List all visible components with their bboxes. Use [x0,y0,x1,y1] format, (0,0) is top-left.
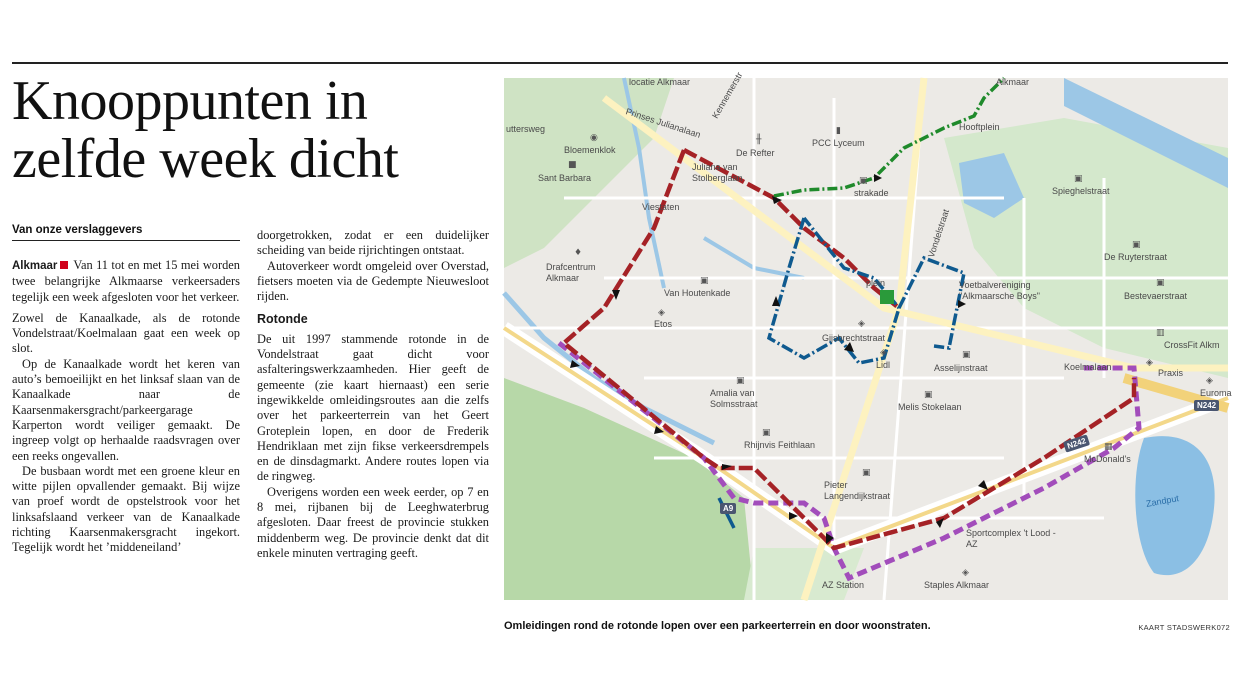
map-label: Vondelstraat [926,208,952,259]
paragraph-2: Zowel de Kanaalkade, als de rotonde Vondelstraat/Koelmalaan gaat een week op slot. [12,310,240,356]
map-label: Hooftplein [959,122,1000,132]
shop-icon: ◈ [858,319,865,329]
article-column-1 [12,258,240,556]
map-label: McDonald's [1084,454,1131,464]
map-label: Viestaten [642,202,680,212]
road-number-badge: A9 [720,503,736,514]
map-label: CrossFit Alkm [1164,340,1220,350]
map-label: Zandput [1145,493,1180,509]
shop-icon: ◈ [1206,376,1213,386]
paragraph-5: doorgetrokken, zodat er een duidelijker scheiding van beide rijrichtingen ontstaat. [257,228,489,258]
school-icon: ▮ [836,126,841,136]
paragraph-4: De busbaan wordt met een groene kleur en witte pijlen opvallender gemaakt. Bij wijze van proef wordt de opstelstrook voor het linksafslaand verkeer van de Kanaalkade richting Kaarsenmakersgracht ingekort. Tegelijk wordt het ’middeneiland’ [12,463,240,555]
headline-line-1: Knooppunten in [12,70,368,132]
bus-stop-icon: ▣ [862,468,871,478]
map-label: Koelmalaan [1064,362,1112,372]
article-headline [12,72,492,188]
map-label: Lidl [876,360,891,370]
paragraph-1-text: Van 11 tot en met 15 mei worden twee belangrijke Alkmaarse verkeersaders tegelijk een week afgesloten voor het verkeer. [12,258,240,304]
road-number-badge: N242 [1063,434,1090,452]
dateline: Alkmaar [12,260,58,272]
paragraph-6: Autoverkeer wordt omgeleid over Overstad, fietsers moeten via de Gedempte Nieuwesloot rijden. [257,258,489,304]
map-label: locatie Alkmaar [629,77,691,87]
bus-stop-icon: ▣ [1132,240,1141,250]
map-label: Alkmaar [996,77,1030,87]
paragraph-7: De uit 1997 stammende rotonde in de Vondelstraat gaat dicht voor asfalteringswerkzaamheden. Hier geeft de gemeente (zie kaart hiernaast) een serie ingewikkelde omleidingsroutes aan die zelfs over het parkeerterrein van het Geert Groteplein lopen, en door de Frederik Hendriklaan met zijn fikse verkeersdrempels en de dinsdagmarkt. Andere routes lopen via de ringweg. [257,331,489,484]
map-label: Bestevaerstraat [1124,291,1188,301]
map-label: plein [866,278,886,288]
map-label: Amalia van Solmsstraat [710,388,758,409]
map-label: Gijsbrechtstraat [822,333,886,343]
subheading: Rotonde [257,312,308,327]
map-label: Voetbalvereniging "Alkmaarsche Boys" [959,280,1040,301]
byline: Van onze verslaggevers [12,224,240,241]
restaurant-icon: ▦ [1104,442,1113,452]
map-label: Sportcomplex 't Lood - AZ [966,528,1056,549]
shop-icon: ◈ [1146,358,1153,368]
map-label: Pieter Langendijkstraat [824,480,891,501]
map-label: De Refter [736,148,775,158]
shop-icon: ◈ [658,308,665,318]
bus-stop-icon: ▣ [1074,174,1083,184]
camera-icon: ◉ [590,133,598,143]
roundabout-marker [880,290,894,304]
paragraph-8: Overigens worden een week eerder, op 7 en 8 mei, rijbanen bij de Leeghwaterbrug afgesloten. Daar freest de provincie stukken middenberm weg. De provincie denkt dat dit enkele minuten vertraging geeft. [257,484,489,560]
paragraph-3: Op de Kanaalkade wordt het keren van auto’s bemoeilijkt en het linksaf slaan van de Kanaalkade naar de Kaarsenmakersgracht/parkeergarage Karperton wordt veiliger gemaakt. De ingreep volgt op herhaalde raadsvragen over een reeks ongevallen. [12,356,240,463]
map-label: Staples Alkmaar [924,580,990,590]
article-column-2 [257,228,489,561]
map-credit: KAART STADSWERK072 [1138,623,1230,632]
road-number-badge: N242 [1194,400,1219,411]
map-label: Drafcentrum Alkmaar [546,262,596,283]
map-label: De Ruyterstraat [1104,252,1168,262]
map-label: Bloemenklok [564,145,616,155]
map-label: Spieghelstraat [1052,186,1110,196]
map-label: PCC Lyceum [812,138,865,148]
map-label: Melis Stokelaan [898,402,962,412]
top-rule [12,62,1228,64]
shop-icon: ◈ [880,348,887,358]
map-label: Juliana van Stolberglaan [692,162,743,183]
map-label: Asselijnstraat [934,363,988,373]
map-label: AZ Station [822,580,865,590]
bus-stop-icon: ▣ [962,350,971,360]
map-label: Kennemerstr [710,70,745,121]
gym-icon: ▥ [1156,328,1165,338]
map-label: strakade [854,188,889,198]
map-label: Van Houtenkade [664,288,731,298]
map-label: Praxis [1158,368,1184,378]
map-label: Etos [654,319,673,329]
map-label: Rhijnvis Feithlaan [744,440,816,450]
bus-stop-icon: ▣ [859,176,868,186]
red-square-icon [60,261,68,269]
bus-stop-icon: ▣ [762,428,771,438]
place-icon: ♦ [574,248,583,258]
map-label: uttersweg [506,124,546,134]
map-caption: Omleidingen rond de rotonde lopen over een parkeerterrein en door woonstraten. [504,620,931,632]
bus-stop-icon: ▣ [736,376,745,386]
map-label: Prinses Julianalaan [624,106,702,140]
paragraph-1 [12,258,240,305]
shop-icon: ◈ [962,568,969,578]
bus-stop-icon: ▣ [700,276,709,286]
restaurant-icon: ╫ [756,135,762,145]
headline-line-2: zelfde week dicht [12,128,399,190]
bus-stop-icon: ▣ [924,390,933,400]
bus-stop-icon: ▣ [1156,278,1165,288]
map-label: Sant Barbara [538,173,592,183]
place-icon: ■ [568,160,577,170]
detour-map [504,70,1232,600]
map-label: Euroma [1200,388,1232,398]
